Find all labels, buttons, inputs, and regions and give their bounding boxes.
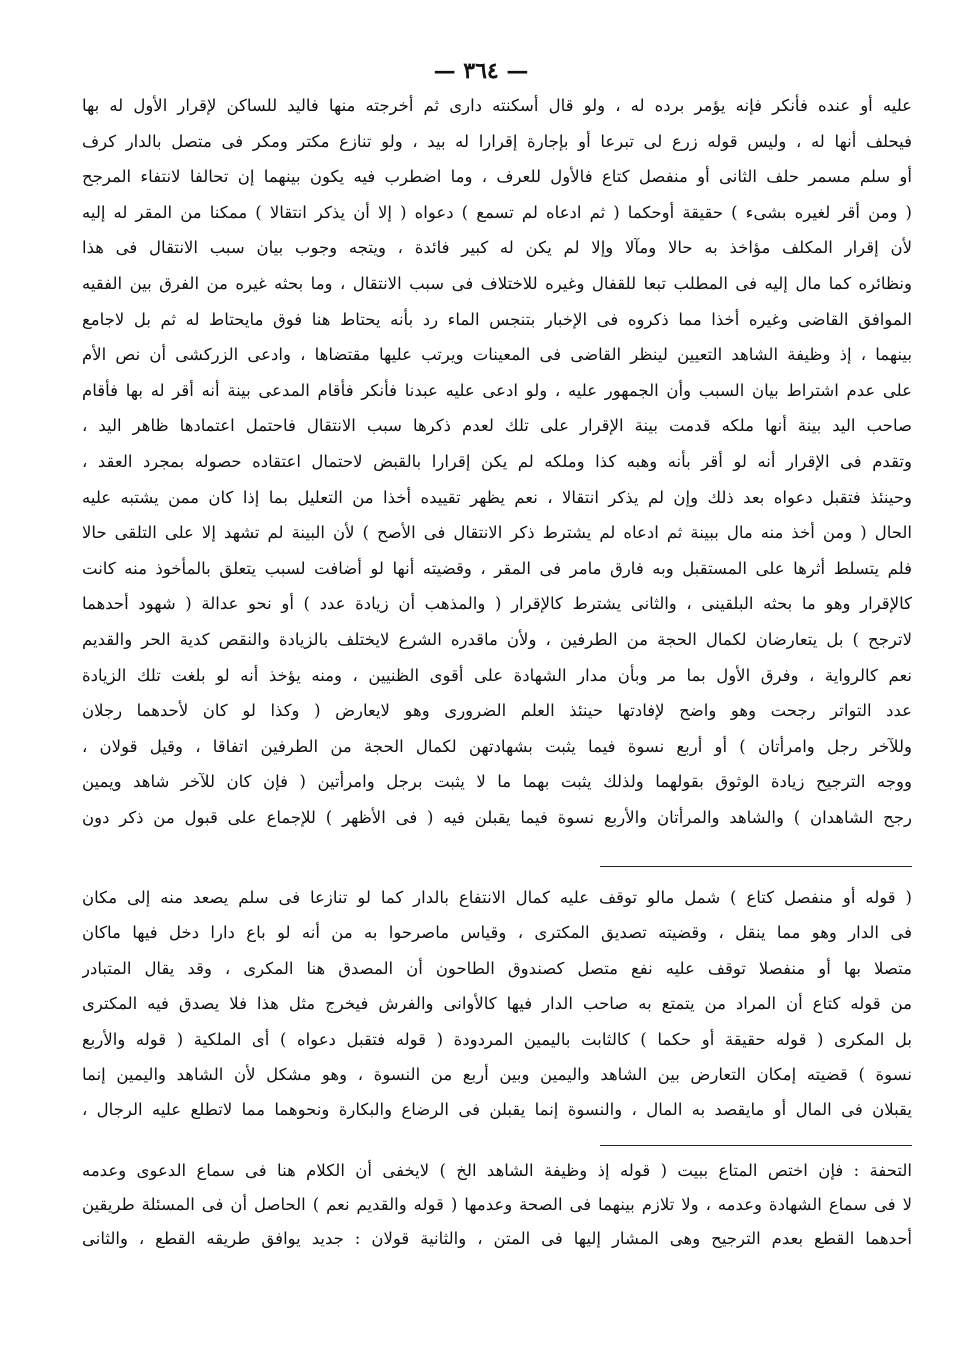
text-line: الحال ( ومن أخذ منه مال ببينة ثم ادعاه لم يشترط ذكر الانتقال فى الأصح ) لأن البينة لم تشهد إلا على التلقى حالا [82,523,912,543]
footnote-line: فى الدار وهو مما ينقل ، وقضيته تصديق المكترى ، وقياس ماصرحوا به من أنه لو باع دارا دخل فيها ماكان [82,923,912,943]
text-line: كالإقرار وهو ما بحثه البلقينى ، والثانى يشترط كالإقرار ( والمذهب أن زيادة عدد ) أو نحو عدالة ( شهود أحدهما [82,594,912,614]
footnote-line: يقبلان فى المال أو مايقصد به المال ، والنسوة إنما يقبلن فى الرضاع والبكارة ونحوهما مما لاتطلع عليه الرجال ، [82,1100,912,1120]
footnote-line: متصلا بها أو منفصلا توقف عليه نفع متصل كصندوق الطاحون أن المصدق هنا المكرى ، وقد يقال المتبادر [82,958,912,978]
text-line: الموافق القاضى وغيره أخذا مما ذكروه فى الإخبار بتنجس الماء رد بأنه يحتاط هنا فوق مايحتاط له ثم بل لاجامع [82,309,912,329]
text-line: ( ومن أقر لغيره بشىء ) حقيقة أوحكما ( ثم ادعاه لم تسمع ) دعواه ( إلا أن يذكر انتقالا ) ممكنا من المقر له إليه [82,202,912,222]
main-text [82,88,912,835]
text-line: عدد التواتر رجحت وهو واضح لإفادتها حينئذ العلم الضرورى وهو لايعارض ( وكذا لو كان لأحدهما رجلان [82,701,912,721]
text-line: أو سلم مسمر حلف الثانى أو منفصل كتاع فالأول للعرف ، وما اضطرب فيه يكون بينهما إن تحالفا لانتفاء المرجح [82,167,912,187]
text-line: لأن إقرار المكلف مؤاخذ به حالا ومآلا وإلا لم يكن له كبير فائدة ، ويتجه وجوب بيان سبب الانتقال فى هذا [82,238,912,258]
text-line: بينهما ، إذ وظيفة الشاهد التعيين لينظر القاضى فى المعينات ويرتب عليها مقتضاها ، وادعى الزركشى أن نص الأم [82,345,912,365]
page-number: — ٣٦٤ — [433,58,529,84]
footnote-line: نسوة ) قضيته إمكان التعارض بين الشاهد واليمين وبين أربع من النسوة ، وهو مشكل لأن الشاهد واليمين إنما [82,1064,912,1084]
text-line: على عدم اشتراط بيان السبب وأن الجمهور عليه ، ولو ادعى عليه عبدنا فأنكر فأقام المدعى بينة أنه أقر له بها فأقام [82,380,912,400]
text-line: عليه أو عنده فأنكر فإنه يؤمر برده له ، ولو قال أسكنته دارى ثم أخرجته منها فاليد للساكن لإقرار الأول له بها [82,96,912,115]
footnote-line: ( قوله أو منفصل كتاع ) شمل مالو توقف عليه كمال الانتفاع بالدار كما لو تنازعا فى سلم يصعد منه إلى مكان [82,888,912,907]
text-line: وللآخر رجل وامرأتان ) أو أربع نسوة فيما يثبت بشهادتهن لكمال الحجة من الطرفين اتفاقا ، وقيل قولان ، [82,736,912,756]
tuhfa-line: التحفة : فإن اختص المتاع ببيت ( قوله إذ وظيفة الشاهد الخ ) لايخفى أن الكلام هنا فى سماع الدعوى وعدمه [82,1161,912,1180]
text-line: ونظائره كما مال إليه فى المطلب تبعا للقفال وغيره للاختلاف فى سبب الانتقال ، وما بحثه غيره من الفرق بين الفقيه [82,273,912,293]
text-line: فلم يتسلط أثرها على المستقبل وبه فارق مامر فى المقر ، وقضيته أنها لو أضافت لسبب يتعلق بالمأخوذ منه كانت [82,558,912,578]
text-line: رجح الشاهدان ) والشاهد والمرأتان والأربع نسوة فيما يقبلن فيه ( فى الأظهر ) للإجماع على قبول من ذكر دون [82,807,912,827]
text-line: ووجه الترجيح زيادة الوثوق بقولهما ولذلك يثبت بهما ما لا يثبت برجل وامرأتين ( فإن كان للآخر شاهد ويمين [82,772,912,792]
footnotes [82,880,912,1128]
text-line: وتقدم فى الإقرار أنه لو أقر بأنه وهبه كذا وملكه لم يكن إقرارا بالقبض لاحتمال اعتقاده حصوله بمجرد العقد ، [82,451,912,471]
footnote-line: بل المكرى ( قوله حقيقة أو حكما ) كالثابت باليمين المردودة ( قوله فتقبل دعواه ) أى الملكية ( قوله والأربع [82,1029,912,1049]
text-line: صاحب اليد بينة أنها ملكه قدمت بينة الإقرار على تلك لعدم ذكرها سبب الانتقال فاحتمل اعتمادها ظاهر اليد ، [82,416,912,436]
footnote-divider [600,866,912,867]
tuhfa-divider [600,1145,912,1146]
tuhfa-notes [82,1154,912,1256]
text-line: فيحلف أنها له ، وليس قوله زرع لى تبرعا أو بإجارة إقرارا له بيد ، ولو تنازع مكتر ومكر فى متصل بالدار كرف [82,131,912,151]
footnote-line: من قوله كتاع أن المراد من يتمتع به صاحب الدار فيها كالأوانى والفرش فيخرج مثل هذا فلا يصدق فيه المكترى [82,994,912,1014]
text-line: وحينئذ فتقبل دعواه بعد ذلك وإن لم يذكر انتقالا ، نعم يظهر تقييده أخذا من التعليل بما إذا كان ممن يشتبه عليه [82,487,912,507]
tuhfa-line: أحدهما القطع بعدم الترجيح وهى المشار إليها فى المتن ، والثانية قولان : جديد يوافق طريقه القطع ، والثانى [82,1229,912,1248]
text-line: نعم كالرواية ، وفرق الأول بما مر وبأن مدار الشهادة على أقوى الظنيين ، ومنه يؤخذ أنه لو بلغت تلك الزيادة [82,665,912,685]
text-line: لاترجح ) بل يتعارضان لكمال الحجة من الطرفين ، ولأن ماقدره الشرع لايختلف بالزيادة والنقص كدية الحر والقديم [82,629,912,649]
tuhfa-line: لا فى سماع الشهادة وعدمه ، ولا تلازم بينهما فى الصحة وعدمها ( قوله والقديم نعم ) الحاصل أن فى المسئلة طريقين [82,1195,912,1214]
